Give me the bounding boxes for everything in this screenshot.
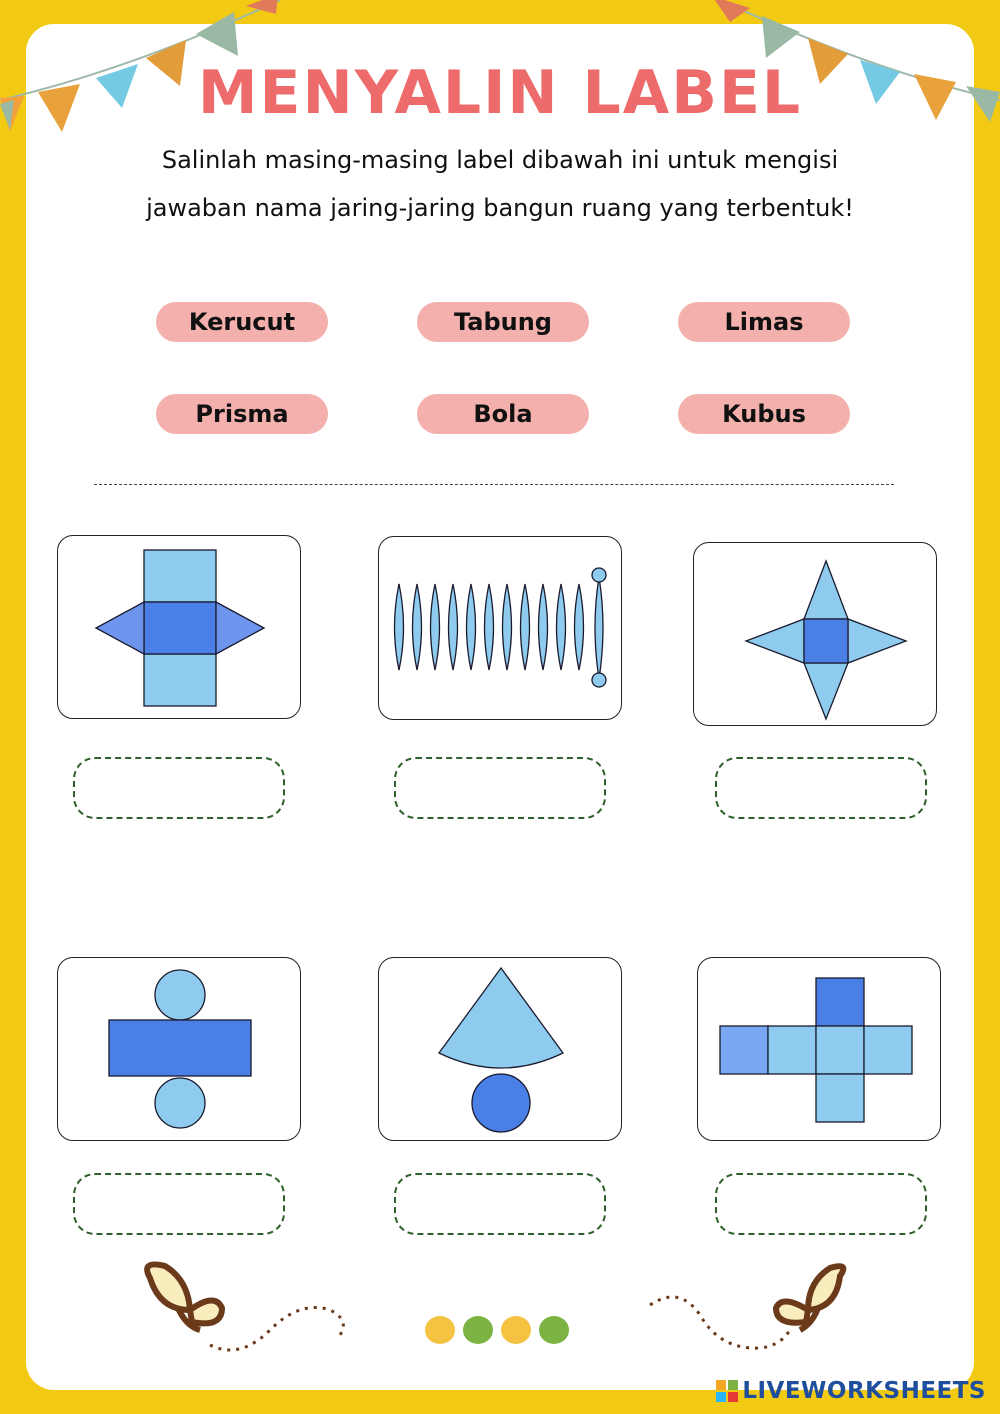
- answer-box-2[interactable]: [394, 757, 606, 819]
- sphere-net-icon: [379, 537, 623, 721]
- shape-card-2: [378, 536, 622, 720]
- label-pill-limas[interactable]: Limas: [678, 302, 850, 342]
- dotted-trail-left: [210, 1308, 343, 1351]
- shape-card-3: [693, 542, 937, 726]
- answer-box-5[interactable]: [394, 1173, 606, 1235]
- cone-net-icon: [379, 958, 623, 1142]
- label-pill-kerucut[interactable]: Kerucut: [156, 302, 328, 342]
- section-divider: [94, 484, 894, 485]
- shape-card-4: [57, 957, 301, 1141]
- label-pill-bola[interactable]: Bola: [417, 394, 589, 434]
- cube-net-icon: [698, 958, 942, 1142]
- liveworksheets-brand: [716, 1378, 986, 1404]
- cylinder-net-icon: [58, 958, 302, 1142]
- answer-box-6[interactable]: [715, 1173, 927, 1235]
- footer-decoration: [0, 1250, 1000, 1370]
- decor-dots: [425, 1316, 569, 1344]
- butterfly-left-icon: [147, 1265, 222, 1331]
- pyramid-net-icon: [694, 543, 938, 727]
- shape-card-6: [697, 957, 941, 1141]
- answer-box-4[interactable]: [73, 1173, 285, 1235]
- label-pill-prisma[interactable]: Prisma: [156, 394, 328, 434]
- page-title: MENYALIN LABEL: [197, 58, 803, 128]
- answer-box-3[interactable]: [715, 757, 927, 819]
- instruction-line-1: Salinlah masing-masing label dibawah ini untuk mengisi: [161, 146, 839, 174]
- shape-card-5: [378, 957, 622, 1141]
- shape-card-1: [57, 535, 301, 719]
- label-pill-tabung[interactable]: Tabung: [417, 302, 589, 342]
- dotted-trail-right: [650, 1297, 790, 1348]
- butterfly-right-icon: [776, 1266, 843, 1330]
- prism-net-icon: [58, 536, 302, 720]
- liveworksheets-logo-icon: [716, 1380, 738, 1402]
- label-pill-kubus[interactable]: Kubus: [678, 394, 850, 434]
- instruction-line-2: jawaban nama jaring-jaring bangun ruang yang terbentuk!: [146, 194, 854, 222]
- answer-box-1[interactable]: [73, 757, 285, 819]
- brand-text: LIVEWORKSHEETS: [742, 1378, 986, 1404]
